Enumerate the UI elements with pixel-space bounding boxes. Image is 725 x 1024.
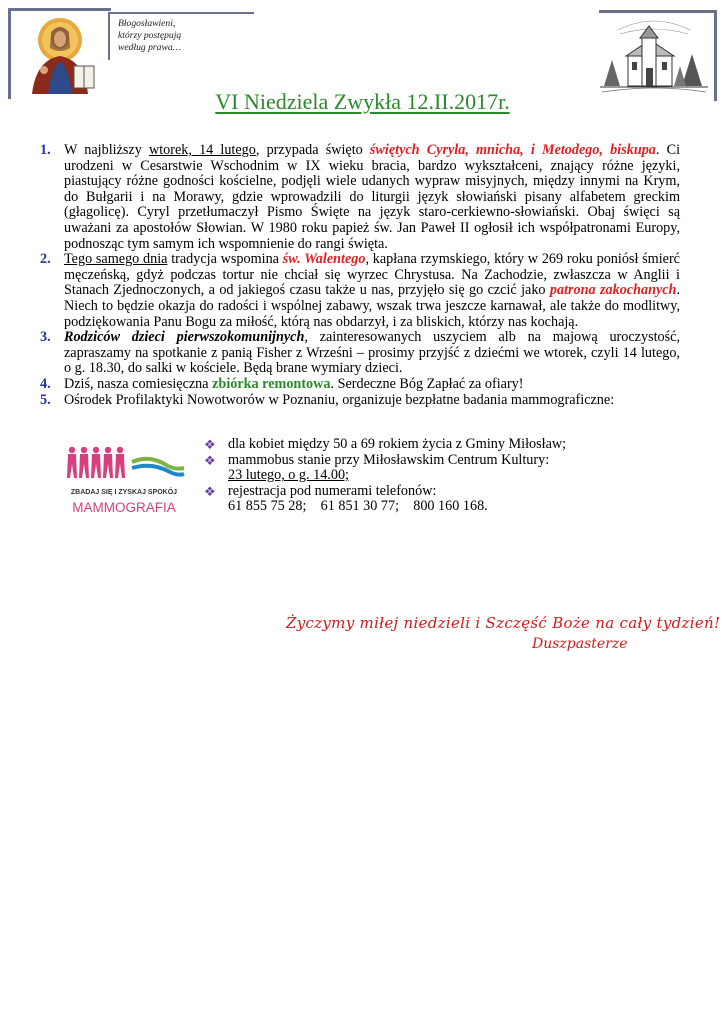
bullet-row [204,468,566,484]
bullet-continuation: 23 lutego, o g. 14.00; [228,467,349,484]
text-run: , przypada święto [255,142,370,158]
bullet-text: rejestracja pod numerami telefonów: [228,482,437,499]
announcements-list [40,143,680,408]
motto-line: Błogosławieni, [118,18,176,29]
bullet-row [204,484,566,500]
announcement-item [40,143,680,252]
text-run: świętych Cyryla, mnicha, i Metodego, biskupa [369,142,656,158]
announcement-item [40,377,680,393]
text-run: Tego samego dnia [64,251,168,268]
text-run: . Ci urodzeni w Cesarstwie Wschodnim w IX wieku bracia, bardzo wykształceni, znający różne języki, piastujący różne godności kościelne, podjęli wiele udanych wypraw misyjnych, między innymi na Krym, do Bułgarii i na Morawy, gdzie wprowadzili do liturgii język słowiański pisany alfabetem greckim (głagolicę). Cyryl przetłumaczył Pismo Święte na język staro-cerkiewno-słowiański. Obaj święci są uważani za apostołów Słowian. W 1980 roku papież św. Jan Paweł II ogłosił ich współpatronami Europy, podnosząc tym samym ich wspomnienie do rangi święta. [64,142,681,252]
text-run: W najbliższy [64,142,149,158]
diamond-bullet-icon: ❖ [204,483,216,499]
text-run: Rodziców dzieci pierwszokomunijnych [64,329,305,346]
page-title-text: VI Niedziela Zwykła 12.II.2017r. [215,89,510,114]
phone-numbers: 61 855 75 28; 61 851 30 77; 800 160 168. [228,498,488,515]
announcement-item [40,330,680,377]
motto-line: według prawa… [118,42,182,53]
mammography-bullets [204,437,566,515]
item-number: 3. [40,329,51,346]
text-run: . Serdeczne Bóg Zapłać za ofiary! [330,375,524,392]
text-run: tradycja wspomina [167,251,283,268]
mammo-tagline: ZBADAJ SIĘ I ZYSKAJ SPOKÓJ [70,489,178,496]
text-run: , zainteresowanych uszyciem alb na majową uroczystość, zapraszamy na spotkanie z panią Fisher z Wrześni – prosimy przyjść z dziećmi we wtorek, czyli 14 lutego, o g. 18.30, do salki w kościele. Będą brane wymiary dzieci. [64,329,680,377]
text-run: Ośrodek Profilaktyki Nowotworów w Poznaniu, organizuje bezpłatne badania mammograficzne: [64,391,615,408]
page-title [0,89,725,115]
announcement-item [40,252,680,330]
text-run: Dziś, nasza comiesięczna [64,375,213,392]
text-run: wtorek, 14 lutego [148,142,256,158]
text-run: zbiórka remontowa [212,375,331,392]
item-text [64,393,680,409]
text-run: , kapłana rzymskiego, który w 269 roku poniósł śmierć męczeńską, gdyż podczas tortur nie chciał się wyrzec Chrystusa. Na Zachodzie, zwłaszcza w Anglii i Stanach Zjednoczonych, a od jakiegoś czasu także u nas, przyjęło się go czcić jako [64,251,680,299]
announcement-item [40,393,680,409]
mammografia-logo [62,444,188,520]
item-text [64,330,680,377]
bullet-text: dla kobiet między 50 a 69 rokiem życia z Gminy Miłosław; [228,436,567,452]
diamond-bullet-icon: ❖ [204,437,216,452]
header-motto [118,18,181,54]
church-logo [598,16,710,96]
diamond-bullet-icon: ❖ [204,452,216,468]
item-number: 2. [40,251,51,268]
mammo-word: MAMMOGRAFIA [72,500,176,515]
item-number: 4. [40,375,51,392]
christ-icon [18,14,104,94]
item-text [64,252,680,330]
motto-line: którzy postępują [118,30,182,41]
item-number: 1. [40,142,51,158]
text-run: św. Walentego [282,251,366,268]
bullet-text: mammobus stanie przy Miłosławskim Centrum Kultury: [228,451,550,468]
bullet-row [204,499,566,515]
item-number: 5. [40,391,51,408]
bullet-row [204,437,566,453]
signature: Duszpasterze [532,636,628,652]
item-text [64,143,680,252]
text-run: patrona zakochanych [549,282,677,299]
closing-wish: Życzymy miłej niedzieli i Szczęść Boże na cały tydzień! [286,614,721,632]
bullet-row [204,453,566,469]
item-text [64,377,680,393]
text-run: . Niech to będzie okazja do radości i wspólnej zabawy, wszak trwa jeszcze karnawał, ale także do modlitwy, podziękowania Panu Bogu za miłość, którą nas obdarzył, i za bliskich, którzy nas kochają. [64,282,680,330]
